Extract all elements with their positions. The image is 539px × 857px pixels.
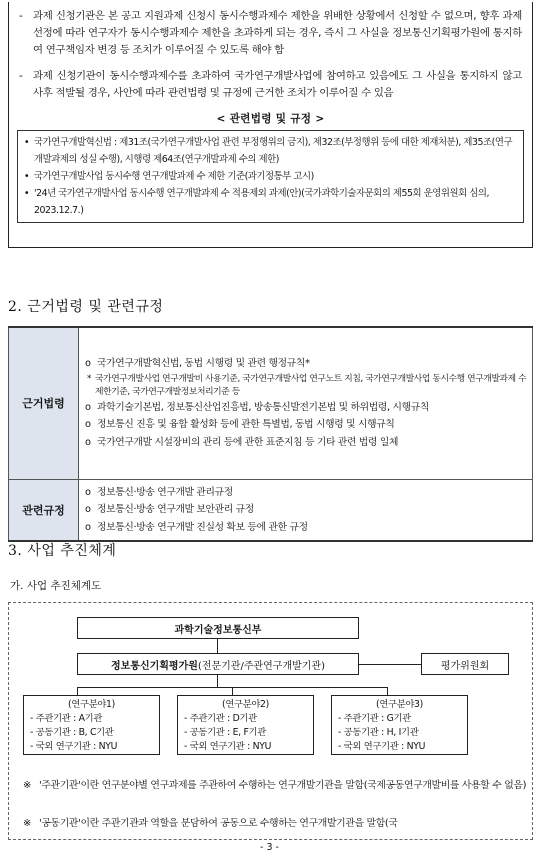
research-field-box: [177, 695, 314, 755]
field-line: - 국외 연구기관 : NYU: [184, 741, 272, 752]
notice-text: 과제 신청기관이 동시수행과제수를 초과하여 국가연구개발사업에 참여하고 있음에도 그 사실을 통지하지 않고 사후 적발될 경우, 사안에 따라 관련법령 및 규정에 근거한 조치가 이루어질 수 있음: [33, 70, 522, 99]
law-text: 국가연구개발혁신법 : 제31조(국가연구개발사업 관련 부정행위의 금지), 제32조(부정행위 등에 대한 제재처분), 제35조(연구개발과제의 성실 수행), 시행령 제64조(연구개발과제 수의 제한): [34, 137, 513, 165]
footnote: ※ '공동기관'이란 주관기관과 역할을 분담하여 공동으로 수행하는 연구개발기관을 말함(국: [23, 818, 398, 829]
field-title: (연구분야3): [376, 699, 423, 710]
research-field-box: [331, 695, 468, 755]
row-label: 근거법령: [9, 327, 79, 479]
connector-line: [232, 687, 233, 695]
section-title: 3. 사업 추진체계: [8, 543, 117, 559]
row-label: 관련규정: [9, 479, 79, 541]
notice-text: 과제 신청기관은 본 공고 지원과제 신청시 동시수행과제수 제한을 위배한 상황에서 신청할 수 없으며, 향후 과제선정에 따라 연구자가 동시수행과제수 제한을 초과하게 되는 경우, 즉시 그 사실을 정보통신기획평가원에 통지하여 연구책임자 변경 등 조치가 이루어질 수 있도록 해야 함: [33, 10, 522, 56]
connector-line: [387, 687, 388, 695]
bullet-marker: •: [24, 171, 30, 182]
law-item: [24, 168, 517, 185]
agency-name: 정보통신기획평가원: [110, 660, 198, 672]
table-row: [9, 479, 533, 541]
field-title: (연구분야1): [68, 699, 115, 710]
field-line: - 주관기관 : A기관: [30, 713, 102, 724]
law-list-box: [17, 130, 524, 223]
law-text: 국가연구개발사업 동시수행 연구개발과제 수 제한 기준(과기정통부 고시): [34, 171, 314, 182]
research-field-box: [23, 695, 160, 755]
connector-line: [217, 675, 218, 687]
field-line: - 국외 연구기관 : NYU: [338, 741, 426, 752]
field-line: - 국외 연구기관 : NYU: [30, 741, 118, 752]
basis-line: o 정보통신·방송 연구개발 보안관리 규정: [85, 504, 254, 515]
subsection-title: 가. 사업 추진체계도: [10, 580, 102, 592]
bullet-marker: •: [24, 137, 30, 148]
dash-marker: -: [19, 10, 23, 22]
basis-sub-note: * 국가연구개발사업 연구개발비 사용기준, 국가연구개발사업 연구노트 지침, 국가연구개발사업 동시수행 연구개발과제 수 제한기준, 국가연구개발정보처리기준 등: [87, 373, 527, 397]
field-line: - 주관기관 : G기관: [338, 713, 411, 724]
field-line: - 주관기관 : D기관: [184, 713, 257, 724]
table-row: [9, 327, 533, 479]
agency-role: (전문기관/주관연구개발기관): [197, 660, 326, 672]
footnote: ※ '주관기관'이란 연구분야별 연구과제를 주관하여 수행하는 연구개발기관을 말함(국제공동연구개발비를 사용할 수 없음): [23, 780, 527, 791]
ministry-box: 과학기술정보통신부: [77, 617, 359, 639]
notice-item: [19, 68, 522, 102]
bullet-marker: •: [24, 188, 30, 199]
row-content: [79, 479, 533, 541]
section-title: 2. 근거법령 및 관련규정: [8, 299, 164, 315]
basis-line: o 국가연구개발혁신법, 동법 시행령 및 관련 행정규칙*: [85, 358, 310, 370]
field-line: - 공동기관 : E, F기관: [184, 727, 266, 738]
field-title: (연구분야2): [222, 699, 269, 710]
connector-line: [217, 639, 218, 653]
basis-line: o 정보통신·방송 연구개발 진실성 확보 등에 관한 규정: [85, 521, 308, 533]
notice-item: [19, 8, 522, 59]
basis-line: o 정보통신·방송 연구개발 관리규정: [85, 486, 233, 498]
field-line: - 공동기관 : H, I기관: [338, 727, 419, 738]
connector-line: [77, 687, 78, 695]
law-item: [24, 185, 517, 219]
org-chart-frame: [8, 602, 533, 840]
dash-marker: -: [19, 70, 23, 82]
law-heading: < 관련법령 및 규정 >: [216, 113, 325, 125]
basis-table: [8, 326, 533, 542]
row-content: [79, 327, 533, 479]
basis-line: o 정보통신 진흥 및 융합 활성화 등에 관한 특별법, 동법 시행령 및 시행규칙: [85, 419, 395, 431]
basis-line: o 과학기술기본법, 정보통신산업진흥법, 방송통신발전기본법 및 하위법령, 시행규칙: [85, 401, 429, 413]
committee-box: 평가위원회: [421, 653, 509, 675]
agency-box: [77, 653, 359, 675]
connector-line: [359, 664, 421, 665]
basis-line: o 국가연구개발 시설장비의 관리 등에 관한 표준지침 등 기타 관련 법령 일체: [85, 436, 399, 448]
law-text: '24년 국가연구개발사업 동시수행 연구개발과제 수 적용제외 과제(안)(국가과학기술자문회의 제55회 운영위원회 심의, 2023.12.7.): [34, 188, 490, 216]
law-item: [24, 134, 517, 168]
field-line: - 공동기관 : B, C기관: [30, 727, 114, 738]
notice-box: [8, 2, 533, 248]
page-number: - 3 -: [260, 842, 279, 853]
